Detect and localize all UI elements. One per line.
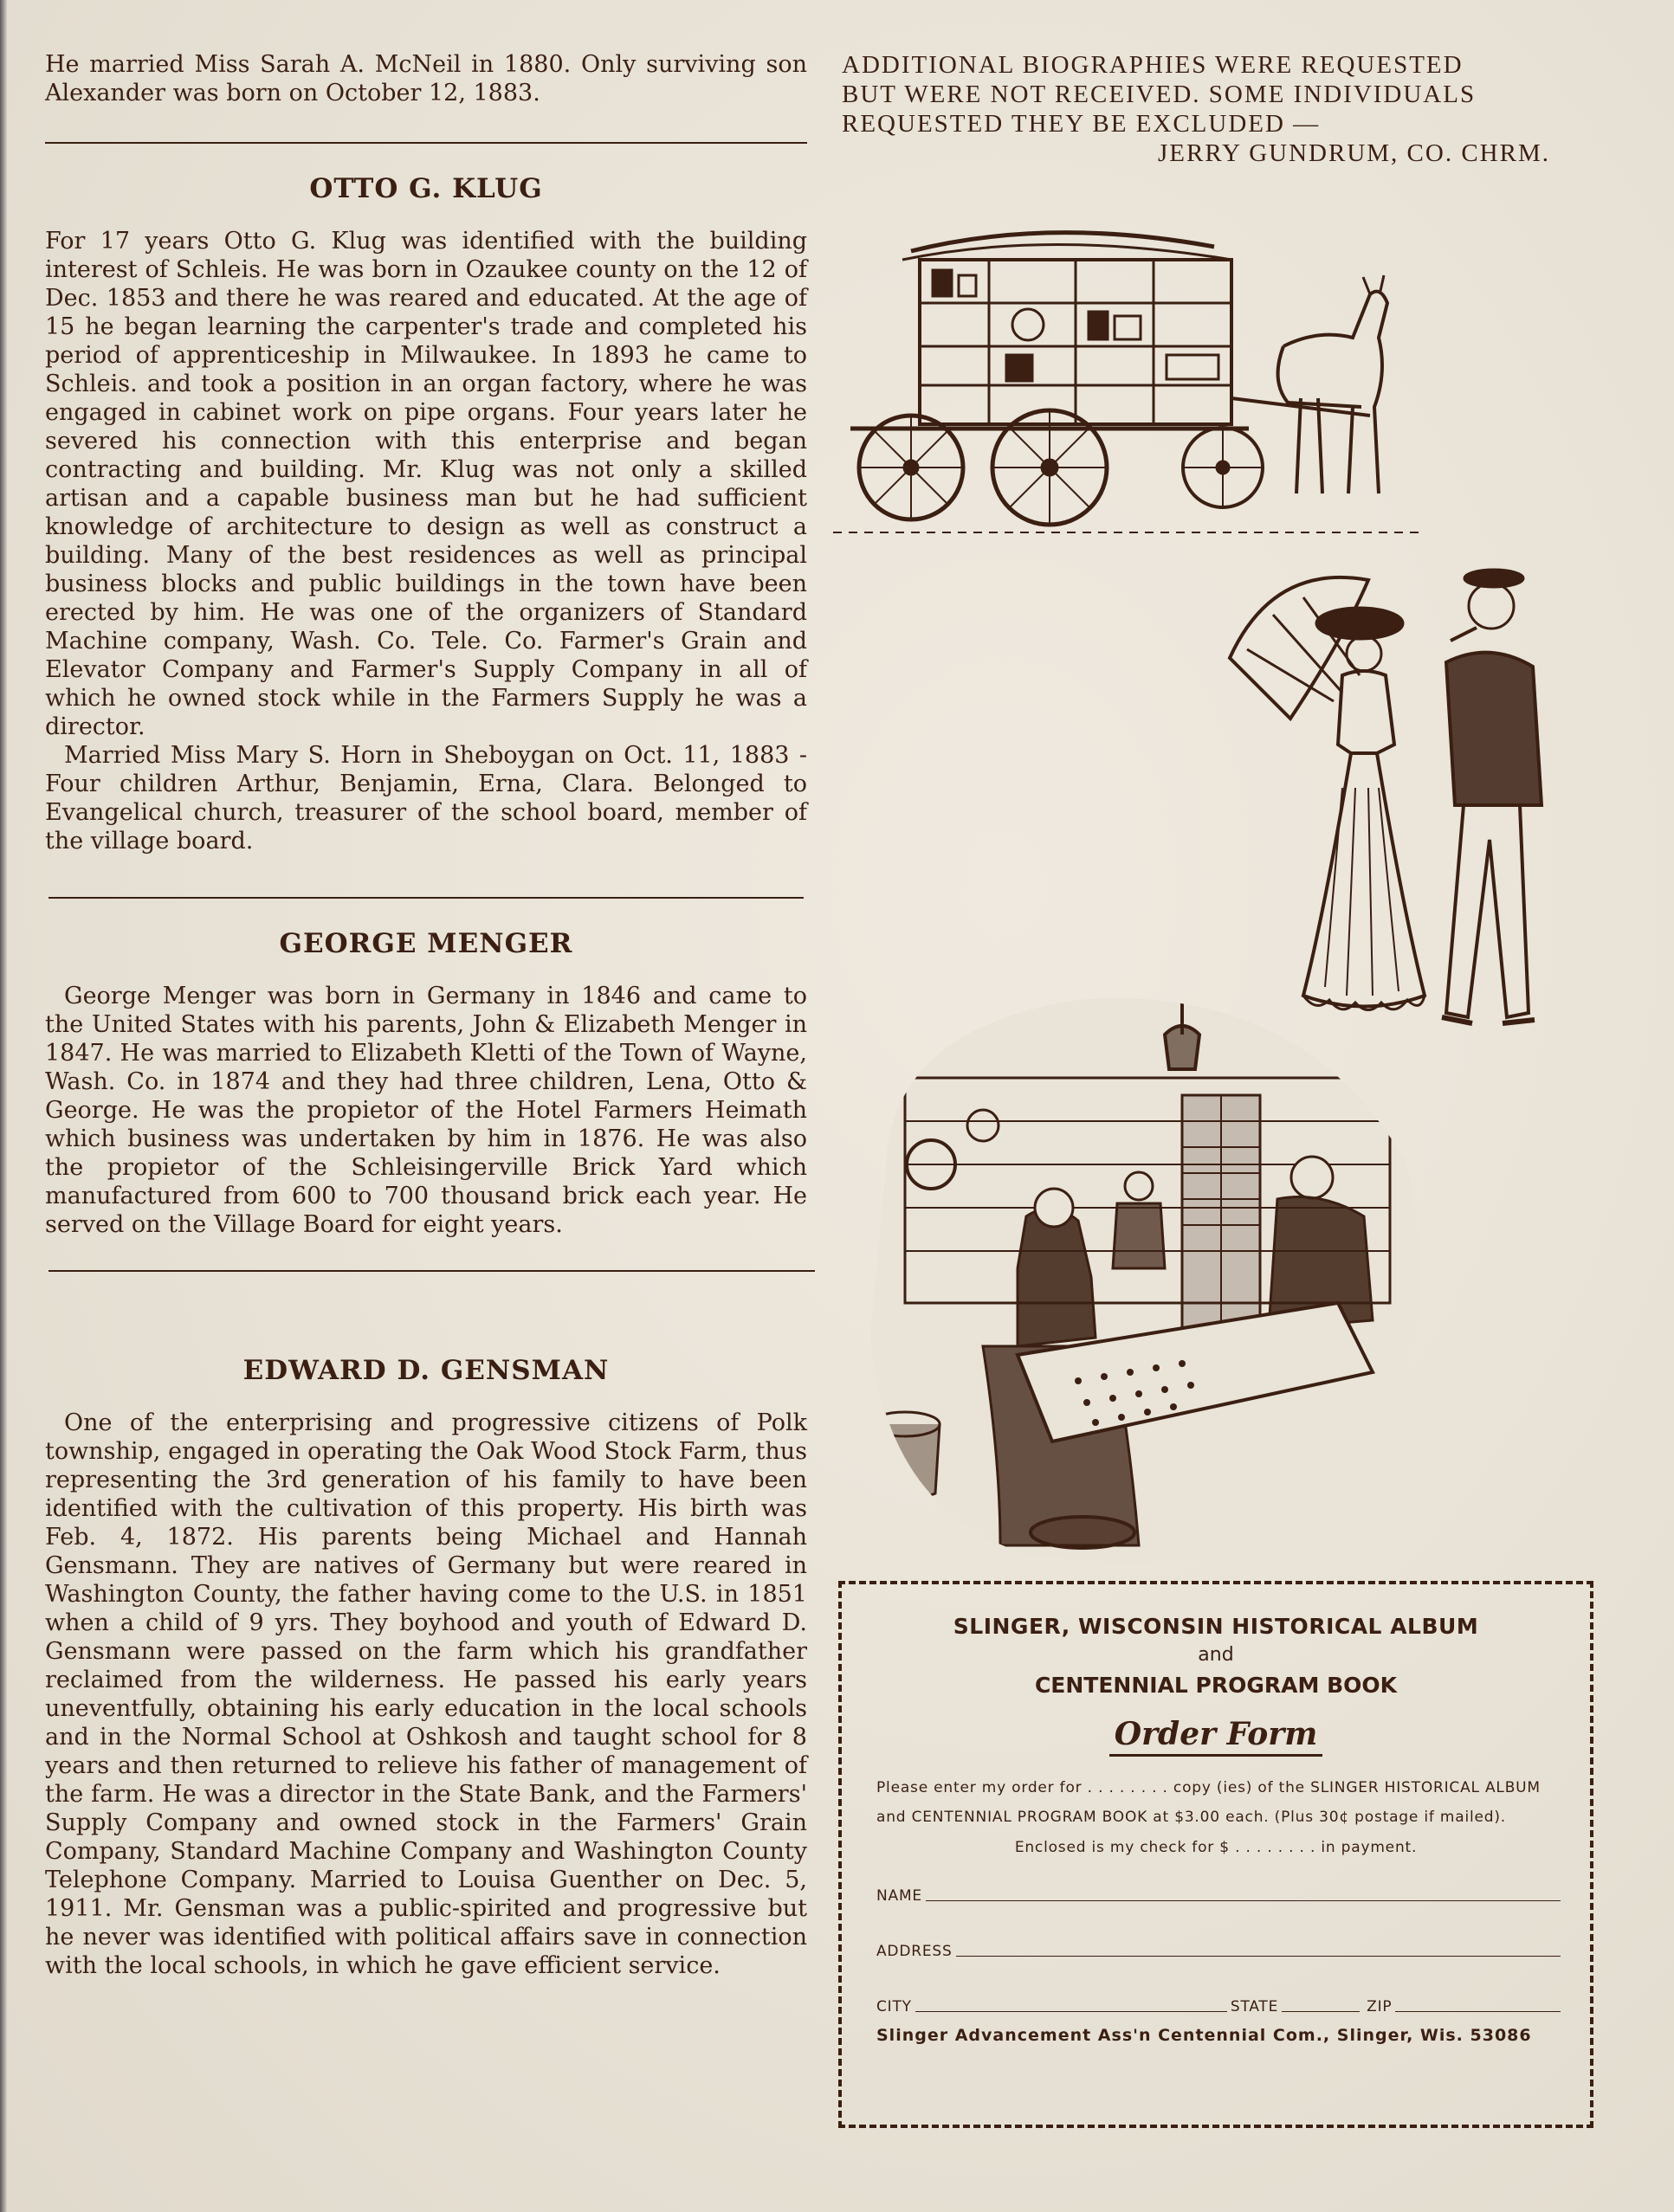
bio-title: EDWARD D. GENSMAN [242,1355,610,1386]
binding-edge [0,0,7,2212]
state-label: STATE [1230,1998,1279,2015]
bio-edward-gensman [45,1355,807,1980]
store-drawing [853,974,1442,1571]
zip-label: ZIP [1367,1998,1393,2015]
city-label: CITY [876,1998,912,2015]
order-form-script-title: Order Form [1109,1716,1323,1757]
bio-paragraph: One of the enterprising and progressive citizens of Polk township, engaged in operating the Oak Wood Stock Farm, thus representing the 3rd generation of his family to have been identified with the cultivation of this property. His birth was Feb. 4, 1872. His parents being Michael and Hannah Gensmann. They are natives of Germany but were reared in Washington County, the father having come to the U.S. in 1851 when a child of 9 yrs. They boyhood and youth of Edward D. Gensmann were passed on the farm which his grandfather reclaimed from the wilderness. He passed his early years uneventfully, obtaining his early education in the local schools and in the Normal School at Oshkosh and taught school for 8 years and then returned to relieve his father of management of the farm. He was a director in the State Bank, and the Farmers' Supply Company and owned stock in the Farmers' Grain Company, Standard Machine Company and Washington County Telephone Company. Married to Louisa Guenther on Dec. 5, 1911. Mr. Gensman was a public-spirited and progressive but he never was identified with political affairs save in connection with the local schools, in which he gave efficient service. [45,1409,807,1979]
divider [48,1270,815,1272]
couple-drawing [1221,545,1567,1039]
wagon-drawing [833,208,1422,537]
bio-title: OTTO G. KLUG [309,173,543,204]
bio-paragraph: George Menger was born in Germany in 1846 and came to the United States with his parents, John & Elizabeth Menger in 1847. He was married to Elizabeth Kletti of the Town of Wayne, Wash. Co. in 1874 and they had three children, Lena, Otto & George. He was the propietor of the Hotel Farmers Heimath which business was undertaken by him in 1876. He was also the propietor of the Schleisingerville Brick Yard which manufactured from 600 to 700 thousand brick each year. He served on the Village Board for eight years. [45,983,807,1238]
order-form-title: SLINGER, WISCONSIN HISTORICAL ALBUM [953,1614,1479,1639]
city-blank[interactable] [915,2011,1227,2012]
address-label: ADDRESS [876,1943,953,1960]
bio-paragraph: Married Miss Mary S. Horn in Sheboygan on Oct. 11, 1883 - Four children Arthur, Benjamin, Erna, Clara. Belonged to Evangelical church, treasurer of the school board, member of the village board. [45,742,807,854]
notice-signature: JERRY GUNDRUM, CO. CHRM. [1158,139,1550,167]
notice-line: ADDITIONAL BIOGRAPHIES WERE REQUESTED [842,51,1464,79]
intro-paragraph: He married Miss Sarah A. McNeil in 1880. Only surviving son Alexander was born on October 12, 1883. [45,51,807,106]
peddler-wagon-illustration [833,208,1422,537]
general-store-illustration [853,974,1442,1571]
left-column [45,50,807,1980]
victorian-couple-illustration [1221,545,1567,1039]
name-field[interactable] [876,1868,1561,1906]
notice-line: REQUESTED THEY BE EXCLUDED — [842,110,1321,138]
exclusion-notice [842,50,1604,168]
order-form-body: Please enter my order for . . . . . . . . copy (ies) of the SLINGER HISTORICAL ALBUM and CENTENNIAL PROGRAM BOOK at $3.00 each. (Plus 30¢ postage if mailed). [876,1779,1541,1826]
state-blank[interactable] [1282,2011,1360,2012]
order-form-heading [842,1716,1590,1752]
divider [48,897,804,899]
divider [45,142,807,144]
name-blank[interactable] [926,1900,1561,1901]
order-form-footer: Slinger Advancement Ass'n Centennial Com., Slinger, Wis. 53086 [876,2026,1532,2045]
bio-george-menger [45,928,807,1239]
order-form-and: and [1198,1644,1234,1666]
order-form-check-line: Enclosed is my check for $ . . . . . . . . in payment. [1014,1839,1418,1856]
bio-otto-klug [45,173,807,855]
name-label: NAME [876,1887,922,1905]
bio-paragraph: For 17 years Otto G. Klug was identified with the building interest of Schleis. He was born in Ozaukee county on the 12 of Dec. 1853 and there he was reared and educated. At the age of 15 he began learning the carpenter's trade and completed his period of apprenticeship in Milwaukee. In 1893 he came to Schleis. and took a position in an organ factory, where he was engaged in cabinet work on pipe organs. Four years later he severed his connection with this enterprise and began contracting and building. Mr. Klug was not only a skilled artisan and a capable business man but he had sufficient knowledge of architecture to design as well as construct a building. Many of the best residences as well as principal business blocks and public buildings in the town have been erected by him. He was one of the organizers of Standard Machine company, Wash. Co. Tele. Co. Farmer's Grain and Elevator Company and Farmer's Supply Company in all of which he owned stock while in the Farmers Supply he was a director. [45,228,807,740]
address-blank[interactable] [956,1956,1561,1957]
notice-line: BUT WERE NOT RECEIVED. SOME INDIVIDUALS [842,81,1477,108]
zip-blank[interactable] [1395,2011,1561,2012]
bio-title: GEORGE MENGER [279,928,573,959]
city-state-zip-field[interactable] [876,1979,1561,2017]
order-form-subtitle: CENTENNIAL PROGRAM BOOK [1034,1673,1398,1698]
address-field[interactable] [876,1924,1561,1962]
order-form [838,1581,1593,2128]
